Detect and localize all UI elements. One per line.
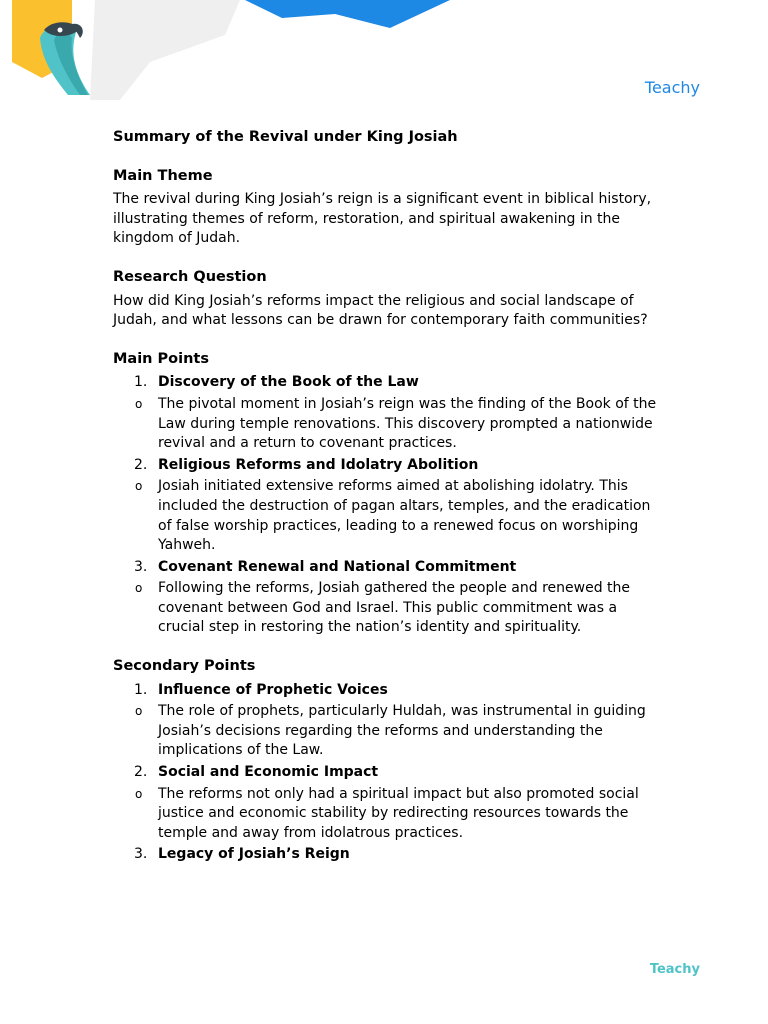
item-title: Influence of Prophetic Voices xyxy=(158,681,388,698)
main-points-heading: Main Points xyxy=(113,350,209,367)
list-item-detail xyxy=(113,477,658,555)
main-theme-heading: Main Theme xyxy=(113,167,213,184)
secondary-points-section xyxy=(113,657,658,865)
list-item xyxy=(113,763,658,783)
item-number: 1. xyxy=(134,374,148,391)
parrot-icon xyxy=(40,22,90,95)
list-item-detail xyxy=(113,395,658,454)
item-number: 3. xyxy=(134,846,148,863)
item-detail: The pivotal moment in Josiah’s reign was the finding of the Book of the Law during temple renovations. This discovery prompted a nationwide revival and a return to covenant practices. xyxy=(158,395,657,452)
main-points-section xyxy=(113,350,658,638)
list-item xyxy=(113,681,658,701)
item-title: Discovery of the Book of the Law xyxy=(158,374,419,391)
list-item xyxy=(113,373,658,393)
bullet-marker: o xyxy=(135,396,143,411)
list-item xyxy=(113,558,658,578)
bullet-marker: o xyxy=(135,581,143,596)
list-item-detail xyxy=(113,785,658,844)
bullet-marker: o xyxy=(135,704,143,719)
brand-logo-top: Teachy xyxy=(644,78,700,97)
blue-shape xyxy=(245,0,450,28)
main-points-list xyxy=(113,373,658,638)
list-item-detail xyxy=(113,702,658,761)
main-theme-text: The revival during King Josiah’s reign is a significant event in biblical history, illustrating themes of reform, restoration, and spiritual awakening in the kingdom of Judah. xyxy=(113,191,652,247)
item-number: 2. xyxy=(134,456,148,473)
secondary-points-heading: Secondary Points xyxy=(113,658,256,675)
item-detail: Following the reforms, Josiah gathered the people and renewed the covenant between God and Israel. This public commitment was a crucial step in restoring the nation’s identity and spirituality. xyxy=(158,580,631,636)
item-detail: The role of prophets, particularly Huldah, was instrumental in guiding Josiah’s decisions regarding the reforms and understanding the implications of the Law. xyxy=(158,703,646,759)
item-title: Religious Reforms and Idolatry Abolition xyxy=(158,456,479,473)
header-decoration xyxy=(0,0,460,100)
item-number: 2. xyxy=(134,764,148,781)
document-title: Summary of the Revival under King Josiah xyxy=(113,129,458,145)
item-detail: Josiah initiated extensive reforms aimed at abolishing idolatry. This included the destruction of pagan altars, temples, and the eradication of false worship practices, leading to a renewed focus on worshiping Yahweh. xyxy=(158,478,651,554)
item-number: 1. xyxy=(134,681,148,698)
research-question-heading: Research Question xyxy=(113,268,267,285)
item-detail: The reforms not only had a spiritual impact but also promoted social justice and economic stability by redirecting resources towards the temple and away from idolatrous practices. xyxy=(158,785,639,841)
gray-shape xyxy=(90,0,240,100)
list-item xyxy=(113,456,658,476)
secondary-points-list xyxy=(113,681,658,865)
list-item-detail xyxy=(113,579,658,638)
item-number: 3. xyxy=(134,558,148,575)
bullet-marker: o xyxy=(135,479,143,494)
item-title: Covenant Renewal and National Commitment xyxy=(158,558,517,575)
item-title: Legacy of Josiah’s Reign xyxy=(158,846,350,863)
brand-logo-bottom: Teachy xyxy=(649,962,700,977)
bullet-marker: o xyxy=(135,786,143,801)
document-body xyxy=(113,128,658,884)
item-title: Social and Economic Impact xyxy=(158,764,379,781)
research-question-text: How did King Josiah’s reforms impact the religious and social landscape of Judah, and what lessons can be drawn for contemporary faith communities? xyxy=(113,292,648,329)
list-item xyxy=(113,845,658,865)
